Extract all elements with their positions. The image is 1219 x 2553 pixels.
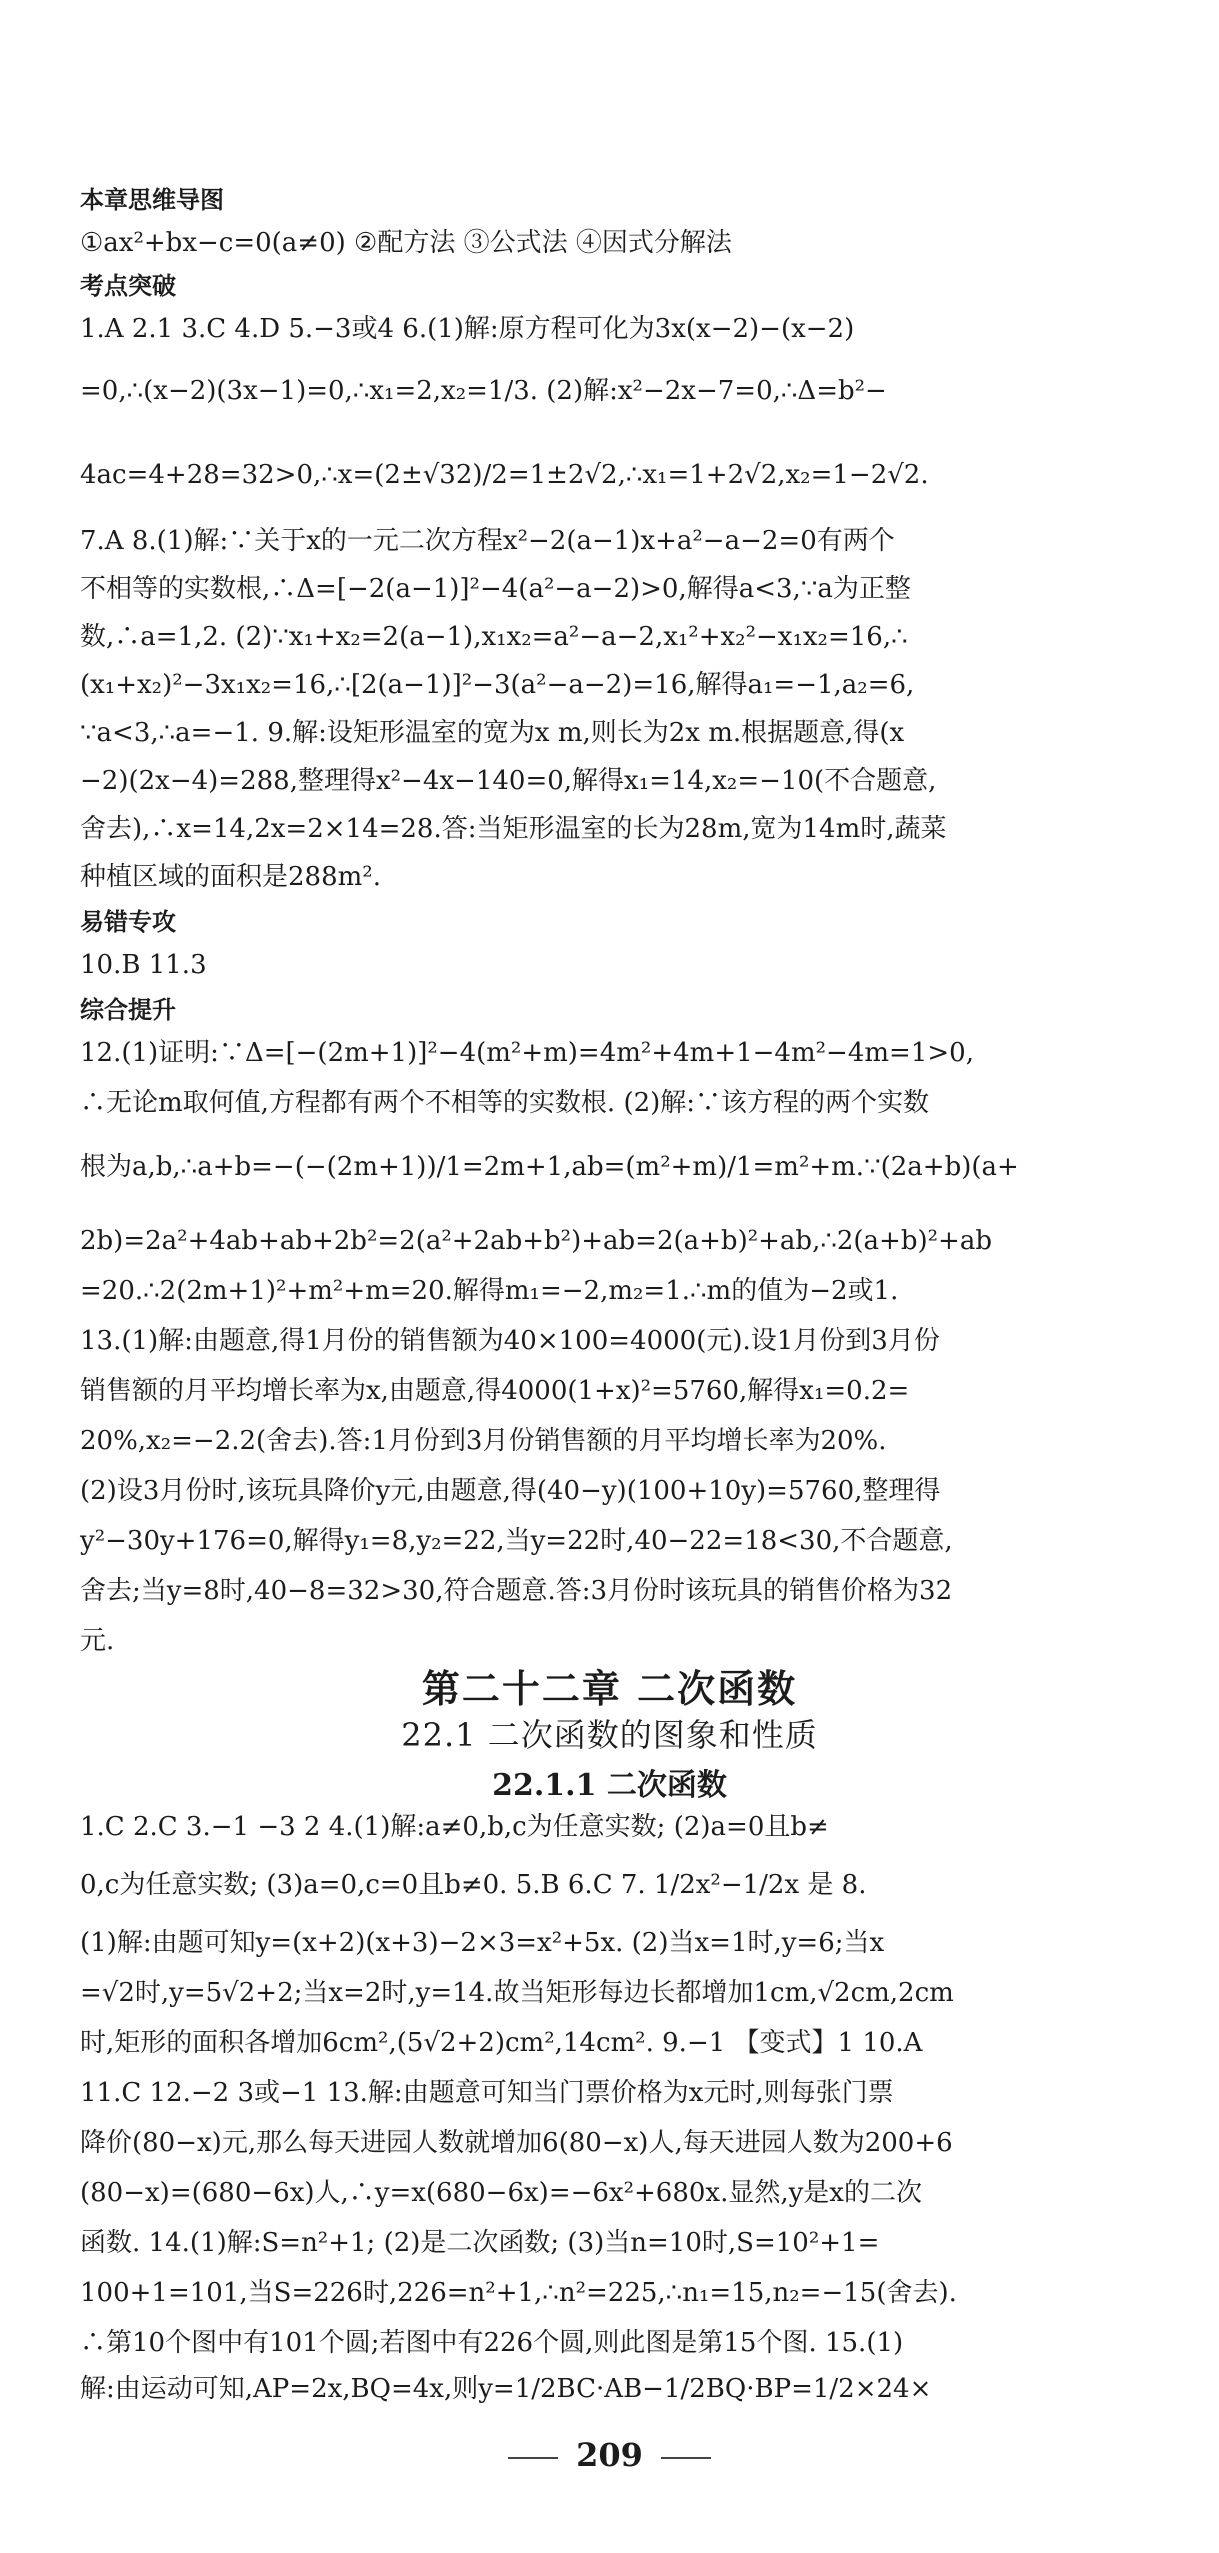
heading-comprehensive: 综合提升 [80, 996, 176, 1024]
text-line: (80−x)=(680−6x)人,∴y=x(680−6x)=−6x²+680x.显然,y是x的二次 [80, 2178, 922, 2208]
page-number-rule-left [508, 2457, 558, 2459]
heading-mindmap: 本章思维导图 [80, 186, 224, 214]
text-line: 销售额的月平均增长率为x,由题意,得4000(1+x)²=5760,解得x₁=0.2= [80, 1376, 910, 1406]
text-line: ∵a<3,∴a=−1. 9.解:设矩形温室的宽为x m,则长为2x m.根据题意,得(x [80, 718, 905, 748]
text-line: y²−30y+176=0,解得y₁=8,y₂=22,当y=22时,40−22=18<30,不合题意, [80, 1526, 953, 1556]
heading-errors: 易错专攻 [80, 908, 176, 936]
text-line: 20%,x₂=−2.2(舍去).答:1月份到3月份销售额的月平均增长率为20%. [80, 1426, 887, 1456]
text-line: (x₁+x₂)²−3x₁x₂=16,∴[2(a−1)]²−3(a²−a−2)=16,解得a₁=−1,a₂=6, [80, 670, 915, 700]
text-line: 13.(1)解:由题意,得1月份的销售额为40×100=4000(元).设1月份到3月份 [80, 1326, 940, 1356]
text-line: 降价(80−x)元,那么每天进园人数就增加6(80−x)人,每天进园人数为200+6 [80, 2128, 953, 2158]
text-line: ①ax²+bx−c=0(a≠0) ②配方法 ③公式法 ④因式分解法 [80, 228, 732, 258]
text-line: =0,∴(x−2)(3x−1)=0,∴x₁=2,x₂=1/3. (2)解:x²−2x−7=0,∴Δ=b²− [80, 376, 887, 406]
text-line: (1)解:由题可知y=(x+2)(x+3)−2×3=x²+5x. (2)当x=1时,y=6;当x [80, 1928, 885, 1958]
text-line: 2b)=2a²+4ab+ab+2b²=2(a²+2ab+b²)+ab=2(a+b)²+ab,∴2(a+b)²+ab [80, 1226, 992, 1256]
text-line: 12.(1)证明:∵Δ=[−(2m+1)]²−4(m²+m)=4m²+4m+1−4m²−4m=1>0, [80, 1038, 974, 1068]
text-line: 根为a,b,∴a+b=−(−(2m+1))/1=2m+1,ab=(m²+m)/1=m²+m.∵(2a+b)(a+ [80, 1152, 1019, 1182]
text-line: =√2时,y=5√2+2;当x=2时,y=14.故当矩形每边长都增加1cm,√2cm,2cm [80, 1978, 954, 2008]
page-number-value: 209 [576, 2436, 643, 2474]
subsection-title: 22.1.1 二次函数 [492, 1768, 727, 1803]
text-line: ∴第10个图中有101个圆;若图中有226个圆,则此图是第15个图. 15.(1) [80, 2328, 904, 2358]
text-line: 4ac=4+28=32>0,∴x=(2±√32)/2=1±2√2,∴x₁=1+2√2,x₂=1−2√2. [80, 460, 929, 490]
text-line: 不相等的实数根,∴Δ=[−2(a−1)]²−4(a²−a−2)>0,解得a<3,∵a为正整 [80, 574, 911, 604]
text-line: ∴无论m取何值,方程都有两个不相等的实数根. (2)解:∵该方程的两个实数 [80, 1088, 930, 1118]
text-line: 1.A 2.1 3.C 4.D 5.−3或4 6.(1)解:原方程可化为3x(x−2)−(x−2) [80, 314, 855, 344]
text-line: 元. [80, 1626, 115, 1656]
text-line: 时,矩形的面积各增加6cm²,(5√2+2)cm²,14cm². 9.−1 【变式】1 10.A [80, 2028, 923, 2058]
text-line: 舍去;当y=8时,40−8=32>30,符合题意.答:3月份时该玩具的销售价格为32 [80, 1576, 953, 1606]
text-line: 种植区域的面积是288m². [80, 862, 381, 892]
text-line: 函数. 14.(1)解:S=n²+1; (2)是二次函数; (3)当n=10时,S=10²+1= [80, 2228, 880, 2258]
heading-keypoints: 考点突破 [80, 272, 176, 300]
text-line: (2)设3月份时,该玩具降价y元,由题意,得(40−y)(100+10y)=5760,整理得 [80, 1476, 941, 1506]
section-title: 22.1 二次函数的图象和性质 [401, 1716, 818, 1754]
page-number-rule-right [661, 2457, 711, 2459]
text-line: 数,∴a=1,2. (2)∵x₁+x₂=2(a−1),x₁x₂=a²−a−2,x₁²+x₂²−x₁x₂=16,∴ [80, 622, 908, 652]
text-line: 解:由运动可知,AP=2x,BQ=4x,则y=1/2BC·AB−1/2BQ·BP=1/2×24× [80, 2374, 932, 2404]
text-line: −2)(2x−4)=288,整理得x²−4x−140=0,解得x₁=14,x₂=−10(不合题意, [80, 766, 937, 796]
text-line: 10.B 11.3 [80, 950, 207, 980]
page-number [0, 2436, 1219, 2474]
text-line: =20.∴2(2m+1)²+m²+m=20.解得m₁=−2,m₂=1.∴m的值为−2或1. [80, 1276, 899, 1306]
text-line: 1.C 2.C 3.−1 −3 2 4.(1)解:a≠0,b,c为任意实数; (2)a=0且b≠ [80, 1812, 829, 1842]
text-line: 舍去),∴x=14,2x=2×14=28.答:当矩形温室的长为28m,宽为14m时,蔬菜 [80, 814, 947, 844]
text-line: 11.C 12.−2 3或−1 13.解:由题意可知当门票价格为x元时,则每张门票 [80, 2078, 894, 2108]
text-line: 0,c为任意实数; (3)a=0,c=0且b≠0. 5.B 6.C 7. 1/2x²−1/2x 是 8. [80, 1870, 867, 1900]
text-line: 7.A 8.(1)解:∵关于x的一元二次方程x²−2(a−1)x+a²−a−2=0有两个 [80, 526, 895, 556]
chapter-title: 第二十二章 二次函数 [421, 1666, 798, 1711]
text-line: 100+1=101,当S=226时,226=n²+1,∴n²=225,∴n₁=15,n₂=−15(舍去). [80, 2278, 957, 2308]
